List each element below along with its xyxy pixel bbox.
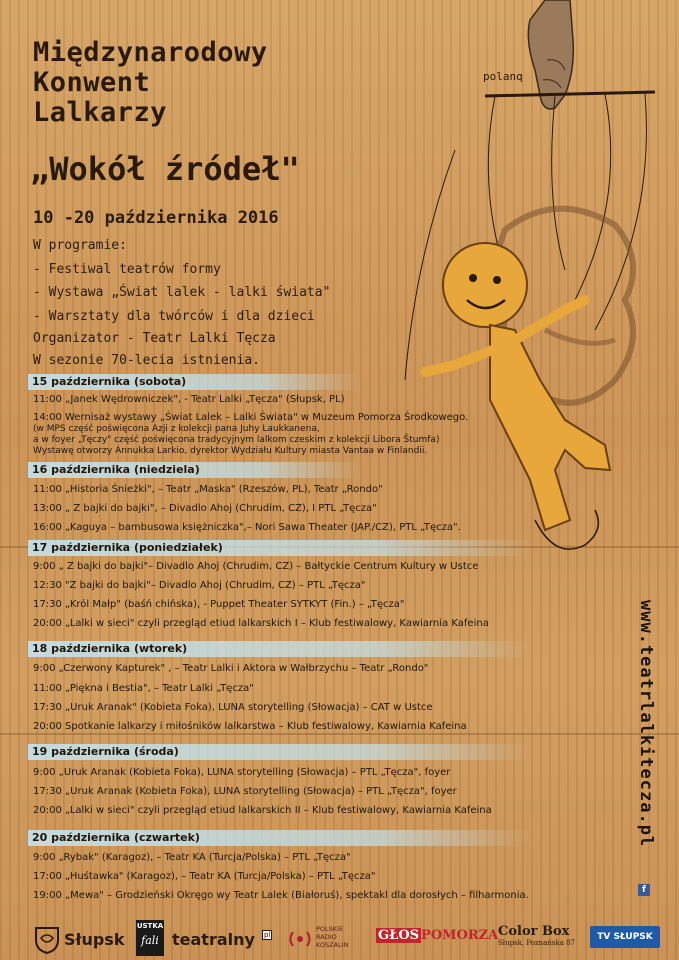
day-heading: 16 października (niedziela) — [28, 462, 362, 478]
day-heading: 15 października (sobota) — [28, 374, 362, 390]
day-heading: 19 października (środa) — [28, 744, 532, 760]
event-line: 20:00 Spotkanie lalkarzy i miłośników lalkarstwa – Klub festiwalowy, Kawiarnia Kafeina — [33, 721, 467, 732]
day-heading: 20 października (czwartek) — [28, 830, 532, 846]
program-item: - Festiwal teatrów formy — [33, 261, 221, 277]
event-line: 20:00 „Lalki w sieci" czyli przegląd etiud lalkarskich I – Klub festiwalowy, Kawiarnia Kafeina — [33, 618, 489, 629]
festival-subtitle: „Wokół źródeł" — [30, 150, 300, 188]
teatralny-logo: teatralny — [172, 930, 255, 949]
tv-slupsk-logo — [590, 926, 660, 948]
illustration-signature: polanq — [483, 70, 523, 83]
glos-pomorza-logo — [376, 928, 498, 943]
puppet-illustration — [395, 0, 679, 590]
event-line: 16:00 „Kaguya – bambusowa księżniczka",– Nori Sawa Theater (JAP./CZ), PTL „Tęcza". — [33, 522, 461, 533]
puppet-body — [490, 325, 610, 530]
polskie-radio-koszalin-logo — [316, 925, 348, 949]
event-line: 17:00 „Huśtawka" (Karagoz), – Teatr KA (Turcja/Polska) – PTL „Tęcza" — [33, 871, 376, 882]
colorbox-label: Color Box — [498, 924, 570, 939]
event-line: 11:00 „Janek Wędrowniczek", - Teatr Lalki „Tęcza" (Słupsk, PL) — [33, 394, 345, 405]
event-line: 19:00 „Mewa" – Grodzieński Okręgo wy Teatr Lalek (Białoruś), spektakl dla dorosłych – filharmonia. — [33, 890, 529, 901]
sponsor-bar — [0, 920, 679, 960]
event-line: 12:30 "Z bajki do bajki"– Divadlo Ahoj (Chrudim, CZ) – PTL „Tęcza" — [33, 580, 366, 591]
slupsk-logo: Słupsk — [64, 930, 125, 949]
colorbox-logo — [498, 924, 575, 947]
website-link[interactable]: www.teatrlalkitecza.pl — [636, 600, 656, 848]
event-line: 9:00 „ Z bajki do bajki"– Divadlo Ahoj (Chrudim, CZ) – Bałtyckie Centrum Kultury w Ustce — [33, 561, 479, 572]
festival-title — [33, 38, 268, 128]
program-item: - Warsztaty dla twórców i dla dzieci — [33, 308, 315, 324]
title-line: Międzynarodowy — [33, 37, 268, 68]
event-line: 17:30 „Uruk Aranak" (Kobieta Foka), LUNA storytelling (Słowacja) – CAT w Ustce — [33, 702, 433, 713]
event-line: Wystawę otworzy Annukka Larkio, dyrektor Wydziału Kultury miasta Vantaa w Finlandii. — [33, 446, 428, 456]
title-line: Lalkarzy — [33, 97, 168, 128]
tv-slupsk-label: TV SŁUPSK — [597, 932, 653, 942]
glos-label: GŁOS — [378, 928, 420, 943]
control-bar — [485, 92, 655, 96]
pomorza-label: POMORZA — [421, 928, 499, 943]
title-line: Konwent — [33, 67, 151, 98]
radio-line: POLSKIE — [316, 925, 344, 933]
event-line: 11:00 „Piękna i Bestia", – Teatr Lalki „Tęcza" — [33, 683, 254, 694]
event-line: 17:30 „Uruk Aranak (Kobieta Foka), LUNA storytelling (Słowacja) – PTL „Tęcza", foyer — [33, 786, 457, 797]
event-line: 20:00 „Lalki w sieci" czyli przegląd etiud lalkarskich II – Klub festiwalowy, Kawiarnia Kafeina — [33, 805, 492, 816]
ustka-fali-logo — [136, 920, 164, 956]
day-heading: 17 października (poniedziałek) — [28, 540, 532, 556]
program-item: - Wystawa „Świat lalek - lalki świata" — [33, 285, 331, 300]
event-line: 17:30 „Król Małp" (baśń chińska), - Puppet Theater SYTKYT (Fin.) – „Tęcza" — [33, 599, 405, 610]
radio-line: RADIO — [316, 933, 337, 941]
day-heading: 18 października (wtorek) — [28, 641, 532, 657]
colorbox-address: Słupsk, Poznańska 87 — [498, 939, 575, 947]
facebook-icon[interactable]: f — [638, 884, 650, 896]
event-line: 9:00 „Rybak" (Karagoz), – Teatr KA (Turcja/Polska) – PTL „Tęcza" — [33, 852, 351, 863]
ustka-label: USTKA — [136, 922, 164, 930]
event-line: 9:00 „Czerwony Kapturek" , – Teatr Lalki i Aktora w Wałbrzychu – Teatr „Rondo" — [33, 663, 429, 674]
slupsk-crest-icon — [34, 926, 60, 954]
organizer-line: Organizator - Teatr Lalki Tęcza — [33, 331, 276, 346]
event-line: 14:00 Wernisaż wystawy „Świat Lalek – Lalki Świata" w Muzeum Pomorza Środkowego. — [33, 412, 469, 423]
puppet-head — [443, 243, 527, 327]
event-line: 11:00 „Historia Śnieżki", – Teatr „Maska" (Rzeszów, PL), Teatr „Rondo" — [33, 484, 383, 495]
event-line: (w MPS część poświęcona Azji z kolekcji pana Juhy Laukkanena, — [33, 424, 320, 434]
teatralny-pl-badge: pl — [264, 931, 271, 939]
radio-line: KOSZALIN — [316, 941, 349, 949]
cardboard-fold — [0, 733, 679, 735]
event-line: 13:00 „ Z bajki do bajki", – Divadlo Ahoj (Chrudim, CZ), I PTL „Tęcza" — [33, 503, 377, 514]
fali-label: fali — [141, 934, 159, 947]
program-heading: W programie: — [33, 238, 127, 253]
program-list — [33, 238, 330, 332]
season-line: W sezonie 70-lecia istnienia. — [33, 353, 260, 368]
radio-waves-icon — [288, 928, 312, 950]
event-line: a w foyer „Tęczy" część poświęcona tradycyjnym lalkom czeskim z kolekcji Libora Štumfa) — [33, 435, 440, 445]
event-line: 9:00 „Uruk Aranak (Kobieta Foka), LUNA storytelling (Słowacja) – PTL „Tęcza", foyer — [33, 767, 451, 778]
festival-dates: 10 -20 października 2016 — [33, 208, 279, 228]
